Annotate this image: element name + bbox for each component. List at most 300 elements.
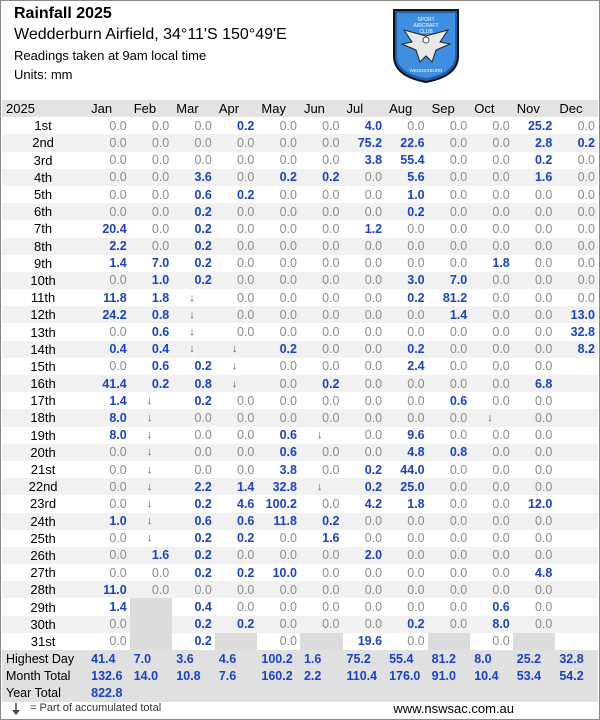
rain-value: 0.0 xyxy=(257,547,300,564)
footer xyxy=(0,700,598,718)
day-label: 14th xyxy=(2,341,87,358)
rain-value: 0.0 xyxy=(300,341,343,358)
rain-value: 1.4 xyxy=(87,598,130,615)
rain-value: 0.0 xyxy=(257,633,300,650)
year-total-row xyxy=(2,684,598,701)
rain-value: 0.0 xyxy=(343,289,386,306)
rain-value: 0.0 xyxy=(300,306,343,323)
highest-day-row-value: 25.2 xyxy=(513,650,556,667)
rain-value: 0.2 xyxy=(555,134,598,151)
empty-cell xyxy=(555,427,598,444)
rain-value: 0.0 xyxy=(513,289,556,306)
day-label: 30th xyxy=(2,616,87,633)
rain-value: 3.8 xyxy=(257,461,300,478)
rain-value: 55.4 xyxy=(385,152,428,169)
rain-value: 3.8 xyxy=(343,152,386,169)
highest-day-row-value: 3.6 xyxy=(172,650,215,667)
rain-value: 0.2 xyxy=(343,461,386,478)
rain-value: 0.0 xyxy=(87,633,130,650)
day-row xyxy=(2,306,598,323)
day-row xyxy=(2,220,598,237)
day-label: 29th xyxy=(2,598,87,615)
rain-value: 0.0 xyxy=(470,358,513,375)
rain-value: 0.0 xyxy=(257,117,300,134)
rain-value: 0.0 xyxy=(215,581,258,598)
rain-value: 0.0 xyxy=(428,341,471,358)
day-label: 22nd xyxy=(2,478,87,495)
rain-value: 2.4 xyxy=(385,358,428,375)
accumulated-arrow-icon: ↓ xyxy=(130,478,173,495)
rain-value: 81.2 xyxy=(428,289,471,306)
rain-value: 0.0 xyxy=(343,530,386,547)
rain-value: 0.2 xyxy=(172,272,215,289)
rain-value: 0.0 xyxy=(385,547,428,564)
rain-value: 0.0 xyxy=(257,289,300,306)
rain-value: 0.0 xyxy=(257,409,300,426)
rain-value: 0.6 xyxy=(130,323,173,340)
legend-note: = Part of accumulated total xyxy=(30,702,162,714)
month-header: May xyxy=(257,100,300,117)
rain-value: 0.0 xyxy=(300,152,343,169)
day-label: 9th xyxy=(2,255,87,272)
rain-value: 0.0 xyxy=(470,152,513,169)
rain-value: 0.0 xyxy=(300,272,343,289)
rain-value: 0.0 xyxy=(215,427,258,444)
rain-value: 0.0 xyxy=(385,513,428,530)
rain-value: 0.0 xyxy=(215,461,258,478)
rain-value: 0.0 xyxy=(513,478,556,495)
rain-value: 0.0 xyxy=(428,255,471,272)
day-label: 11th xyxy=(2,289,87,306)
rain-value: 0.0 xyxy=(343,598,386,615)
rain-value: 0.0 xyxy=(343,513,386,530)
rain-value: 0.2 xyxy=(172,220,215,237)
rain-value: 0.0 xyxy=(300,616,343,633)
rain-value: 0.0 xyxy=(172,152,215,169)
rain-value: 0.0 xyxy=(215,409,258,426)
rain-value: 75.2 xyxy=(343,134,386,151)
rain-value: 0.0 xyxy=(215,289,258,306)
rain-value: 1.8 xyxy=(470,255,513,272)
rain-value: 5.6 xyxy=(385,169,428,186)
highest-day-row-value: 32.8 xyxy=(555,650,598,667)
rain-value: 0.0 xyxy=(428,616,471,633)
rain-value: 0.0 xyxy=(428,152,471,169)
rain-value: 1.4 xyxy=(87,392,130,409)
day-row xyxy=(2,616,598,633)
accumulated-arrow-icon: ↓ xyxy=(130,444,173,461)
rain-value: 0.0 xyxy=(87,461,130,478)
rain-value: 0.0 xyxy=(257,186,300,203)
rain-value: 0.0 xyxy=(513,461,556,478)
rain-value: 0.8 xyxy=(428,444,471,461)
units-note: Units: mm xyxy=(14,67,73,82)
rain-value: 0.0 xyxy=(470,461,513,478)
day-label: 4th xyxy=(2,169,87,186)
rain-value: 0.6 xyxy=(257,444,300,461)
rain-value: 0.0 xyxy=(470,564,513,581)
rain-value: 0.2 xyxy=(172,547,215,564)
day-row xyxy=(2,152,598,169)
empty-cell xyxy=(555,547,598,564)
rain-value: 0.0 xyxy=(343,392,386,409)
rain-value: 0.0 xyxy=(428,581,471,598)
rain-value: 0.0 xyxy=(300,203,343,220)
rain-value: 0.0 xyxy=(300,392,343,409)
day-row xyxy=(2,598,598,615)
rain-value: 0.0 xyxy=(385,409,428,426)
rain-value: 0.0 xyxy=(257,255,300,272)
rain-value: 0.0 xyxy=(343,186,386,203)
day-label: 6th xyxy=(2,203,87,220)
day-row xyxy=(2,409,598,426)
rain-value: 0.0 xyxy=(513,547,556,564)
rain-value: 0.0 xyxy=(470,134,513,151)
rain-value: 0.0 xyxy=(215,547,258,564)
rain-value: 0.0 xyxy=(130,186,173,203)
day-row xyxy=(2,581,598,598)
logo-text-3: CLUB xyxy=(419,29,433,35)
day-label: 20th xyxy=(2,444,87,461)
day-row xyxy=(2,495,598,512)
rain-value: 0.0 xyxy=(87,564,130,581)
rain-value: 0.2 xyxy=(172,358,215,375)
rain-value: 0.0 xyxy=(513,358,556,375)
rain-value: 0.0 xyxy=(87,117,130,134)
highest-day-row-label: Highest Day xyxy=(2,650,87,667)
highest-day-row-value: 41.4 xyxy=(87,650,130,667)
rain-value: 0.0 xyxy=(257,375,300,392)
rain-value: 32.8 xyxy=(555,323,598,340)
rain-value: 0.6 xyxy=(130,358,173,375)
rain-value: 0.0 xyxy=(300,461,343,478)
rain-value: 0.0 xyxy=(428,409,471,426)
day-label: 23rd xyxy=(2,495,87,512)
month-header: Nov xyxy=(513,100,556,117)
rain-value: 22.6 xyxy=(385,134,428,151)
empty-cell xyxy=(555,478,598,495)
rain-value: 0.0 xyxy=(215,134,258,151)
rain-value: 0.0 xyxy=(130,238,173,255)
rainfall-table xyxy=(2,100,598,702)
month-total-row-value: 110.4 xyxy=(343,667,386,684)
rain-value: 0.0 xyxy=(343,616,386,633)
rain-value: 0.0 xyxy=(130,220,173,237)
rain-value: 0.0 xyxy=(172,134,215,151)
day-row xyxy=(2,134,598,151)
rain-value: 4.2 xyxy=(343,495,386,512)
rain-value: 0.2 xyxy=(385,289,428,306)
rain-value: 11.8 xyxy=(87,289,130,306)
month-header: Aug xyxy=(385,100,428,117)
rain-value: 0.0 xyxy=(257,306,300,323)
accumulated-arrow-icon: ↓ xyxy=(130,530,173,547)
day-label: 13th xyxy=(2,323,87,340)
empty-cell xyxy=(555,513,598,530)
rain-value: 0.2 xyxy=(385,616,428,633)
site-url: www.nswsac.com.au xyxy=(393,701,514,716)
rain-value: 0.0 xyxy=(300,547,343,564)
rain-value: 1.6 xyxy=(130,547,173,564)
day-row xyxy=(2,375,598,392)
rain-value: 0.0 xyxy=(87,478,130,495)
day-row xyxy=(2,513,598,530)
accumulated-arrow-icon: ↓ xyxy=(130,513,173,530)
day-label: 25th xyxy=(2,530,87,547)
rain-value: 8.2 xyxy=(555,341,598,358)
rain-value: 0.0 xyxy=(343,341,386,358)
rain-value: 0.0 xyxy=(215,444,258,461)
accumulated-arrow-icon: ↓ xyxy=(470,409,513,426)
rain-value: 0.0 xyxy=(215,598,258,615)
empty-cell xyxy=(555,581,598,598)
rain-value: 0.0 xyxy=(385,255,428,272)
rain-value: 0.0 xyxy=(555,117,598,134)
rain-value: 0.0 xyxy=(428,117,471,134)
rain-value: 0.0 xyxy=(470,306,513,323)
rain-value: 1.6 xyxy=(513,169,556,186)
day-row xyxy=(2,392,598,409)
rain-value: 0.0 xyxy=(513,341,556,358)
rain-value: 10.0 xyxy=(257,564,300,581)
empty-cell xyxy=(555,495,598,512)
rain-value: 0.0 xyxy=(300,134,343,151)
month-total-row-value: 132.6 xyxy=(87,667,130,684)
rain-value: 0.0 xyxy=(300,358,343,375)
rain-value: 44.0 xyxy=(385,461,428,478)
rain-value: 0.0 xyxy=(555,220,598,237)
month-header: Oct xyxy=(470,100,513,117)
month-header: Apr xyxy=(215,100,258,117)
month-total-row-value: 53.4 xyxy=(513,667,556,684)
rain-value: 0.8 xyxy=(130,306,173,323)
highest-day-row-value: 75.2 xyxy=(343,650,386,667)
month-total-row-value: 160.2 xyxy=(257,667,300,684)
day-label: 16th xyxy=(2,375,87,392)
rain-value: 0.0 xyxy=(428,513,471,530)
rain-value: 0.0 xyxy=(343,409,386,426)
rain-value: 0.0 xyxy=(385,220,428,237)
month-header: Jul xyxy=(343,100,386,117)
station-name: Wedderburn Airfield, 34°11'S 150°49'E xyxy=(14,26,287,43)
rain-value: 0.0 xyxy=(172,117,215,134)
rain-value: 0.0 xyxy=(428,358,471,375)
rain-value: 4.0 xyxy=(343,117,386,134)
rain-value: 0.0 xyxy=(87,495,130,512)
rain-value: 0.0 xyxy=(172,427,215,444)
rain-value: 7.0 xyxy=(428,272,471,289)
rain-value: 25.0 xyxy=(385,478,428,495)
rain-value: 0.0 xyxy=(513,186,556,203)
rain-value: 0.0 xyxy=(343,564,386,581)
day-row xyxy=(2,564,598,581)
rain-value: 1.4 xyxy=(215,478,258,495)
rain-value: 0.0 xyxy=(343,427,386,444)
rain-value: 0.0 xyxy=(513,255,556,272)
rain-value: 0.0 xyxy=(513,530,556,547)
rain-value: 0.0 xyxy=(470,289,513,306)
rain-value: 0.0 xyxy=(513,220,556,237)
rain-value: 0.0 xyxy=(343,323,386,340)
rain-value: 0.0 xyxy=(172,461,215,478)
day-row xyxy=(2,444,598,461)
rain-value: 0.2 xyxy=(513,152,556,169)
rain-value: 0.0 xyxy=(87,152,130,169)
rain-value: 0.0 xyxy=(513,203,556,220)
day-label: 17th xyxy=(2,392,87,409)
rain-value: 0.0 xyxy=(385,375,428,392)
day-row xyxy=(2,478,598,495)
empty-cell xyxy=(555,375,598,392)
rain-value: 0.0 xyxy=(300,220,343,237)
day-label: 10th xyxy=(2,272,87,289)
rain-value: 11.8 xyxy=(257,513,300,530)
rain-value: 0.0 xyxy=(300,186,343,203)
day-label: 5th xyxy=(2,186,87,203)
rain-value: 0.0 xyxy=(428,564,471,581)
rain-value: 0.0 xyxy=(257,134,300,151)
rain-value: 0.0 xyxy=(428,495,471,512)
rain-value: 0.0 xyxy=(130,152,173,169)
rain-value: 4.8 xyxy=(385,444,428,461)
rain-value: 0.0 xyxy=(300,255,343,272)
rain-value: 0.0 xyxy=(470,203,513,220)
empty-cell xyxy=(555,598,598,615)
rain-value: 0.0 xyxy=(385,117,428,134)
day-row xyxy=(2,289,598,306)
day-label: 24th xyxy=(2,513,87,530)
highest-day-row-value: 4.6 xyxy=(215,650,258,667)
rain-value: 0.0 xyxy=(215,306,258,323)
day-row xyxy=(2,530,598,547)
accumulated-arrow-icon: ↓ xyxy=(172,289,215,306)
rain-value: 0.2 xyxy=(300,513,343,530)
rain-value: 0.0 xyxy=(87,444,130,461)
highest-day-row-value: 55.4 xyxy=(385,650,428,667)
rain-value: 0.0 xyxy=(385,581,428,598)
rain-value: 0.0 xyxy=(215,238,258,255)
day-label: 2nd xyxy=(2,134,87,151)
rain-value: 0.0 xyxy=(130,169,173,186)
highest-day-row-value: 1.6 xyxy=(300,650,343,667)
month-total-row-value: 91.0 xyxy=(428,667,471,684)
rain-value: 0.0 xyxy=(470,530,513,547)
rain-value: 0.0 xyxy=(87,272,130,289)
rain-value: 0.2 xyxy=(257,169,300,186)
rain-value: 0.2 xyxy=(172,392,215,409)
rain-value: 0.2 xyxy=(300,169,343,186)
rain-value: 0.0 xyxy=(343,581,386,598)
rain-value: 0.0 xyxy=(555,169,598,186)
rain-value: 0.0 xyxy=(87,323,130,340)
rain-value: 0.2 xyxy=(215,117,258,134)
accumulated-arrow-icon: ↓ xyxy=(300,427,343,444)
no-day-cell xyxy=(130,598,173,615)
rain-value: 0.2 xyxy=(172,495,215,512)
rain-value: 0.0 xyxy=(300,238,343,255)
logo-text-4: WEDDERBURN xyxy=(409,68,443,73)
rain-value: 0.0 xyxy=(87,169,130,186)
rain-value: 0.0 xyxy=(470,186,513,203)
rain-value: 0.0 xyxy=(343,203,386,220)
day-row xyxy=(2,117,598,134)
rain-value: 0.0 xyxy=(215,152,258,169)
rain-value: 25.2 xyxy=(513,117,556,134)
empty-cell xyxy=(555,358,598,375)
no-day-cell xyxy=(300,633,343,650)
rain-value: 1.0 xyxy=(130,272,173,289)
accumulated-arrow-icon: ↓ xyxy=(130,409,173,426)
rain-value: 0.0 xyxy=(257,238,300,255)
rain-value: 4.6 xyxy=(215,495,258,512)
rain-value: 0.0 xyxy=(343,255,386,272)
rain-value: 0.0 xyxy=(470,513,513,530)
rain-value: 12.0 xyxy=(513,495,556,512)
rain-value: 4.8 xyxy=(513,564,556,581)
rain-value: 0.0 xyxy=(470,341,513,358)
rain-value: 0.0 xyxy=(470,220,513,237)
rain-value: 0.0 xyxy=(428,169,471,186)
day-row xyxy=(2,461,598,478)
rain-value: 0.0 xyxy=(513,616,556,633)
rain-value: 0.0 xyxy=(300,598,343,615)
rain-value: 19.6 xyxy=(343,633,386,650)
rain-value: 0.0 xyxy=(555,152,598,169)
rain-value: 0.6 xyxy=(172,186,215,203)
rain-value: 0.0 xyxy=(87,358,130,375)
rain-value: 0.0 xyxy=(428,427,471,444)
rain-value: 0.0 xyxy=(300,117,343,134)
accumulated-arrow-icon: ↓ xyxy=(172,341,215,358)
accumulated-arrow-icon: ↓ xyxy=(172,323,215,340)
rain-value: 0.0 xyxy=(343,169,386,186)
rain-value: 1.8 xyxy=(385,495,428,512)
rain-value: 41.4 xyxy=(87,375,130,392)
year-total-label: Year Total xyxy=(2,684,87,701)
day-label: 18th xyxy=(2,409,87,426)
rain-value: 0.0 xyxy=(470,169,513,186)
rain-value: 2.2 xyxy=(172,478,215,495)
rain-value: 0.0 xyxy=(130,134,173,151)
accumulated-arrow-icon: ↓ xyxy=(172,306,215,323)
rain-value: 0.0 xyxy=(428,547,471,564)
rain-value: 1.4 xyxy=(87,255,130,272)
rain-value: 0.6 xyxy=(470,598,513,615)
month-header: Mar xyxy=(172,100,215,117)
rain-value: 0.0 xyxy=(470,495,513,512)
rain-value: 0.2 xyxy=(385,341,428,358)
accumulated-arrow-icon: ↓ xyxy=(215,341,258,358)
day-label: 31st xyxy=(2,633,87,650)
rain-value: 0.0 xyxy=(470,581,513,598)
empty-cell xyxy=(555,616,598,633)
rain-value: 0.0 xyxy=(513,427,556,444)
rain-value: 0.0 xyxy=(470,272,513,289)
day-row xyxy=(2,633,598,650)
rain-value: 0.0 xyxy=(300,409,343,426)
day-label: 3rd xyxy=(2,152,87,169)
month-total-row-value: 10.8 xyxy=(172,667,215,684)
rain-value: 0.0 xyxy=(130,117,173,134)
no-day-cell xyxy=(130,616,173,633)
rain-value: 1.6 xyxy=(300,530,343,547)
rain-value: 0.0 xyxy=(172,444,215,461)
accumulated-arrow-icon: ↓ xyxy=(130,392,173,409)
rain-value: 0.0 xyxy=(513,272,556,289)
rain-value: 1.4 xyxy=(428,306,471,323)
rain-value: 0.0 xyxy=(555,186,598,203)
rain-value: 0.0 xyxy=(385,238,428,255)
